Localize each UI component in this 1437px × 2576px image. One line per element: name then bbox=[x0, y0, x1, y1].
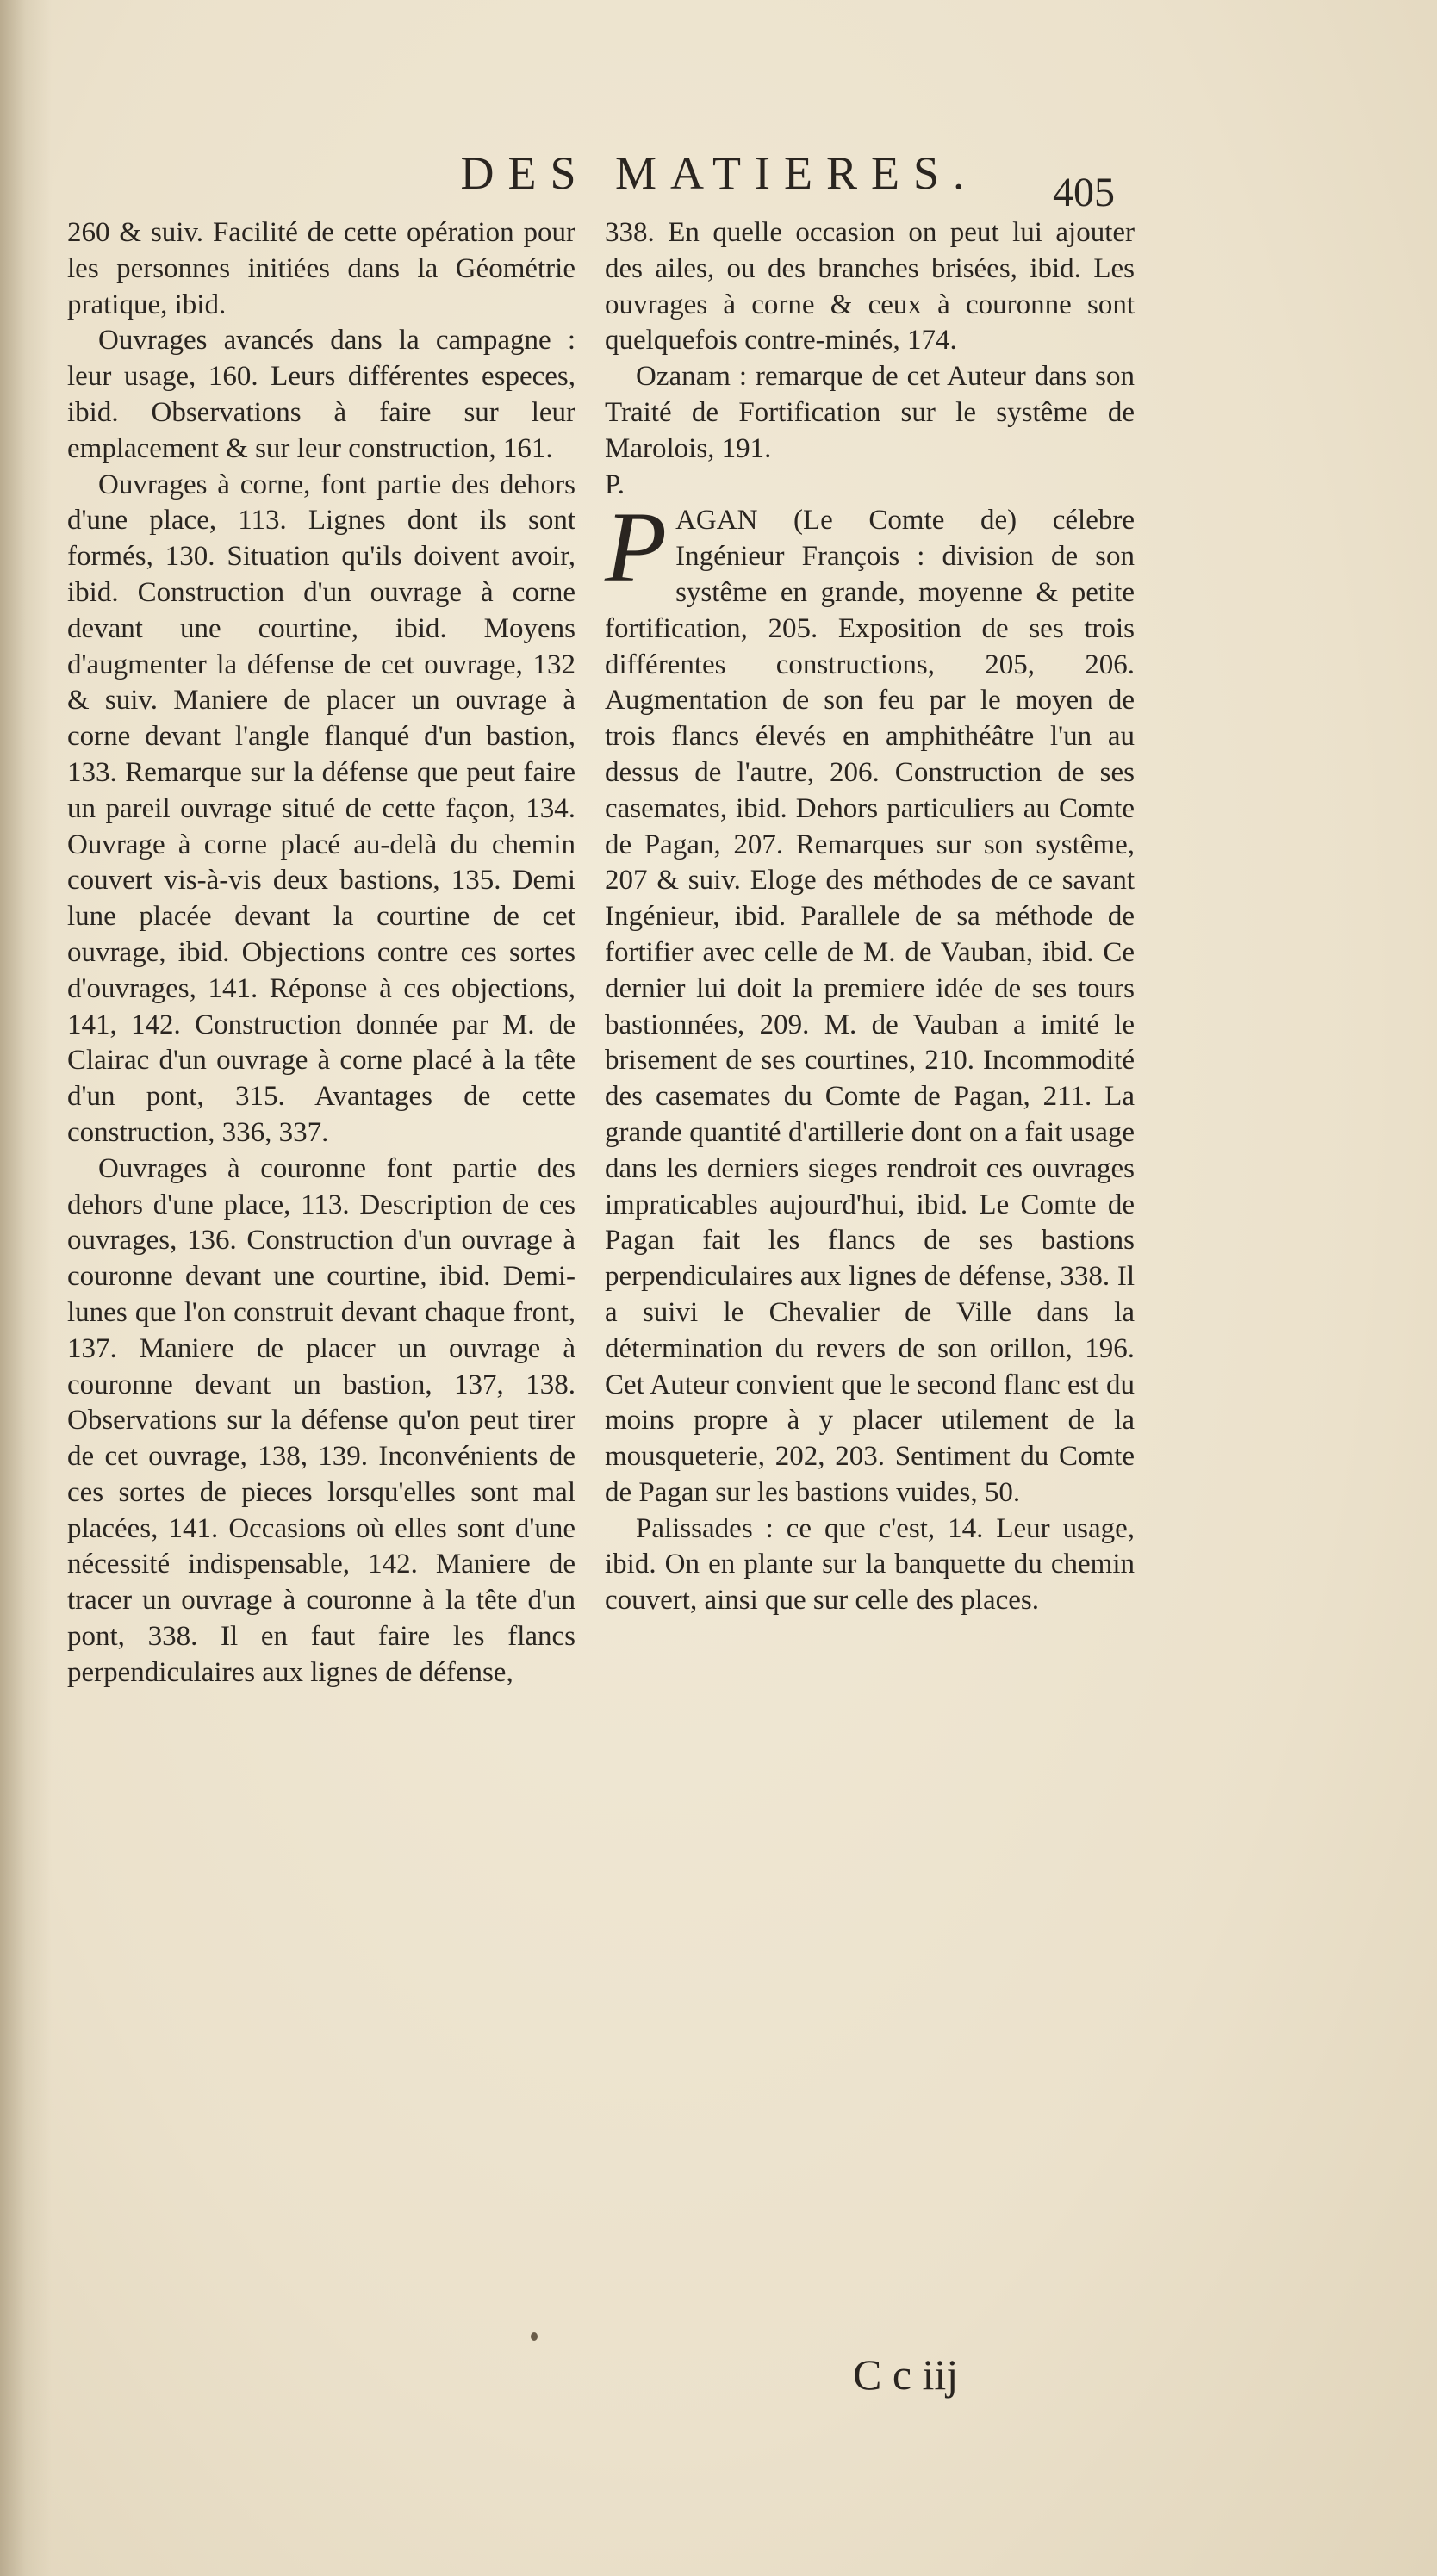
index-entry: Ouvrages avancés dans la campagne : leur usage, 160. Leurs différentes especes, ibid. Observations à faire sur leur emplacement & sur leur construction, 161. bbox=[67, 325, 575, 464]
running-title: DES MATIERES. bbox=[460, 147, 979, 199]
right-column bbox=[605, 215, 1135, 1619]
signature-mark: C c iij bbox=[853, 2350, 959, 2399]
ink-speck bbox=[531, 2332, 538, 2341]
index-entry: Ouvrages à corne, font partie des dehors d'une place, 113. Lignes dont ils sont formés, 130. Situation qu'ils doivent avoir, ibid. Construction d'un ouvrage à corne devant une courtine, ibid. Moyens d'augmenter la défense de cet ouvrage, 132 & suiv. Maniere de placer un ouvrage à corne devant l'angle flanqué d'un bastion, 133. Remarque sur la défense que peut faire un pareil ouvrage situé de cette façon, 134. Ouvrage à corne placé au-delà du chemin couvert vis-à-vis deux bastions, 135. Demi lune placée devant la courtine de cet ouvrage, ibid. Objections contre ces sortes d'ouvrages, 141. Réponse à ces objections, 141, 142. Construction donnée par M. de Clairac d'un ouvrage à corne placé à la tête d'un pont, 315. Avantages de cette construction, 336, 337. bbox=[67, 469, 575, 1148]
page-number: 405 bbox=[1053, 170, 1115, 215]
gutter-shadow bbox=[0, 0, 52, 2576]
index-entry: Ouvrages à couronne font partie des dehors d'une place, 113. Description de ces ouvrages, 136. Construction d'un ouvrage à couronne devant une courtine, ibid. Demi-lunes que l'on construit devant chaque front, 137. Maniere de placer un ouvrage à couronne devant un bastion, 137, 138. Observations sur la défense qu'on peut tirer de cet ouvrage, 138, 139. Inconvénients de ces sortes de pieces lorsqu'elles sont mal placées, 141. Occasions où elles sont d'une nécessité indispensable, 142. Maniere de tracer un ouvrage à couronne à la tête d'un pont, 338. Il en faut faire les flancs perpendiculaires aux lignes de défense, bbox=[67, 1152, 575, 1688]
index-entry-pagan bbox=[605, 491, 1135, 1511]
left-column bbox=[67, 215, 575, 1691]
index-entry: 338. En quelle occasion on peut lui ajouter des ailes, ou des branches brisées, ibid. Les ouvrages à corne & ceux à couronne sont quelquefois contre-minés, 174. bbox=[605, 217, 1135, 357]
index-entry-text: AGAN (Le Comte de) célebre Ingénieur François : division de son systême en grande, moyenne & petite fortification, 205. Exposition de ses trois différentes constructions, 205, 206. Augmentation de son feu par le moyen de trois flancs élevés en amphithéâtre l'un au dessus de l'autre, 206. Construction de ses casemates, ibid. Dehors particuliers au Comte de Pagan, 207. Remarques sur son systême, 207 & suiv. Eloge des méthodes de ce savant Ingénieur, ibid. Parallele de sa méthode de fortifier avec celle de M. de Vauban, ibid. Ce dernier lui doit la premiere idée de ses tours bastionnées, 209. M. de Vauban a imité le brisement de ses courtines, 210. Incommodité des casemates du Comte de Pagan, 211. La grande quantité d'artillerie dont on a fait usage dans les derniers sieges rendroit ces ouvrages impraticables aujourd'hui, ibid. Le Comte de Pagan fait les flancs de ses bastions perpendiculaires aux lignes de défense, 338. Il a suivi le Chevalier de Ville dans la détermination du revers de son orillon, 196. Cet Auteur convient que le second flanc est du moins propre à y placer utilement de la mousqueterie, 202, 203. Sentiment du Comte de Pagan sur les bastions vuides, 50. bbox=[605, 505, 1135, 1508]
index-entry: Palissades : ce que c'est, 14. Leur usage, ibid. On en plante sur la banquette du chemin couvert, ainsi que sur celle des places. bbox=[605, 1512, 1135, 1617]
section-letter: P. bbox=[605, 469, 625, 500]
index-entry: Ozanam : remarque de cet Auteur dans son Traité de Fortification sur le systême de Marolois, 191. bbox=[605, 361, 1135, 464]
drop-cap: P bbox=[605, 491, 668, 605]
index-entry: 260 & suiv. Facilité de cette opération pour les personnes initiées dans la Géométrie pratique, ibid. bbox=[67, 217, 575, 320]
